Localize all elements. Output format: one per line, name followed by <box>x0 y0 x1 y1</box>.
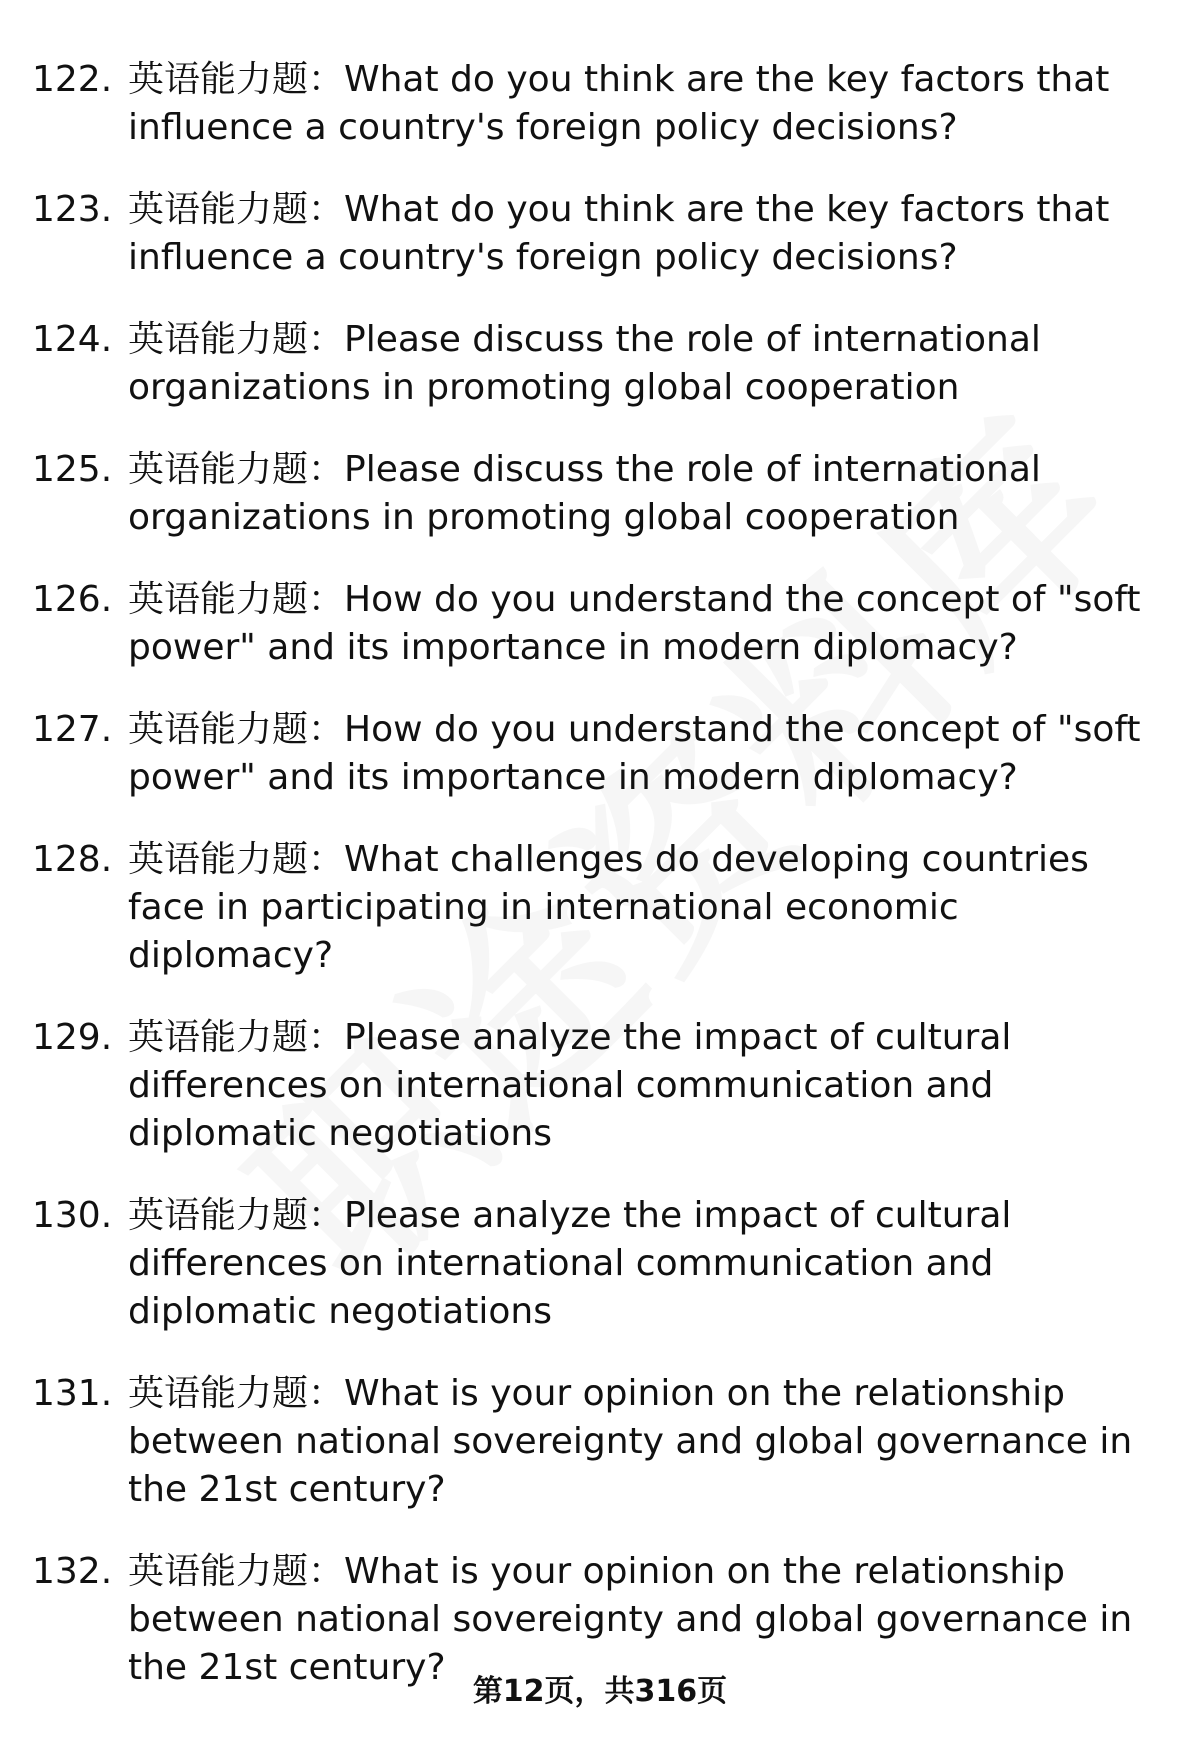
question-text: Please discuss the role of international organizations in promoting global cooperation <box>128 319 1041 408</box>
question-number: 131. <box>32 1373 113 1414</box>
question-item <box>0 186 1200 282</box>
question-number: 122. <box>32 59 113 100</box>
question-text: How do you understand the concept of "soft power" and its importance in modern diplomacy? <box>128 709 1141 798</box>
question-tag: 英语能力题： <box>128 1551 345 1592</box>
question-item <box>0 1192 1200 1336</box>
question-number: 128. <box>32 839 113 880</box>
question-item <box>0 316 1200 412</box>
question-number: 126. <box>32 579 113 620</box>
question-text: Please analyze the impact of cultural differences on international communication and diplomatic negotiations <box>128 1195 1012 1332</box>
question-number: 123. <box>32 189 113 230</box>
question-item <box>0 1548 1200 1692</box>
page-footer: 第12页，共316页 <box>472 1674 728 1709</box>
question-number: 125. <box>32 449 113 490</box>
question-tag: 英语能力题： <box>128 1195 345 1236</box>
question-text: What is your opinion on the relationship between national sovereignty and global governance in the 21st century? <box>128 1551 1133 1688</box>
question-text: How do you understand the concept of "soft power" and its importance in modern diplomacy? <box>128 579 1141 668</box>
question-text: What do you think are the key factors that influence a country's foreign policy decisions? <box>128 59 1110 148</box>
question-item <box>0 446 1200 542</box>
question-text: What do you think are the key factors that influence a country's foreign policy decisions? <box>128 189 1110 278</box>
question-item <box>0 706 1200 802</box>
question-text: What is your opinion on the relationship between national sovereignty and global governance in the 21st century? <box>128 1373 1133 1510</box>
question-number: 132. <box>32 1551 113 1592</box>
question-tag: 英语能力题： <box>128 319 345 360</box>
question-tag: 英语能力题： <box>128 709 345 750</box>
question-tag: 英语能力题： <box>128 1017 345 1058</box>
question-list <box>0 56 1200 1726</box>
question-number: 124. <box>32 319 113 360</box>
question-text: Please discuss the role of international organizations in promoting global cooperation <box>128 449 1041 538</box>
question-tag: 英语能力题： <box>128 59 345 100</box>
question-number: 130. <box>32 1195 113 1236</box>
question-text: Please analyze the impact of cultural differences on international communication and diplomatic negotiations <box>128 1017 1012 1154</box>
question-tag: 英语能力题： <box>128 189 345 230</box>
question-tag: 英语能力题： <box>128 449 345 490</box>
question-tag: 英语能力题： <box>128 579 345 620</box>
question-item <box>0 1370 1200 1514</box>
question-text: What challenges do developing countries face in participating in international economic diplomacy? <box>128 839 1089 976</box>
question-tag: 英语能力题： <box>128 839 345 880</box>
question-item <box>0 1014 1200 1158</box>
question-number: 127. <box>32 709 113 750</box>
question-item <box>0 56 1200 152</box>
question-tag: 英语能力题： <box>128 1373 345 1414</box>
question-item <box>0 836 1200 980</box>
question-item <box>0 576 1200 672</box>
question-number: 129. <box>32 1017 113 1058</box>
